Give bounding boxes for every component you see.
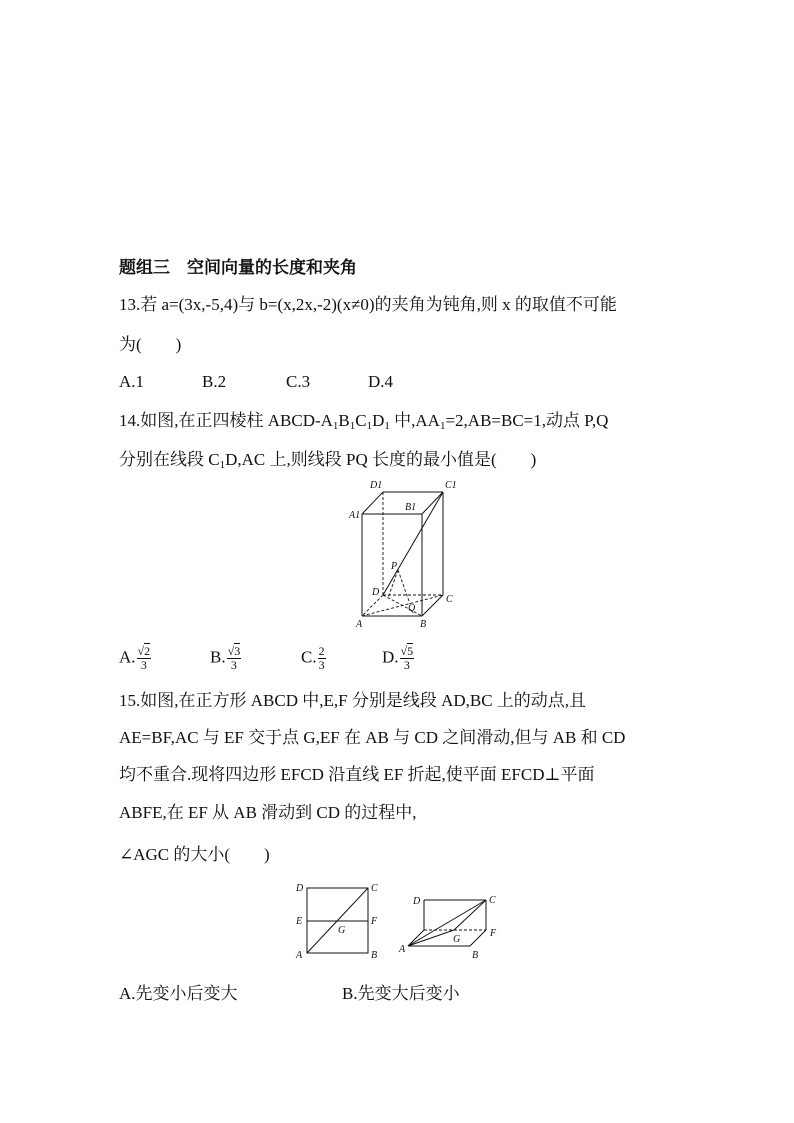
q13-line2: 为( ) <box>119 335 182 354</box>
prism-figure <box>340 474 460 630</box>
q14-option-d-letter: D. <box>382 647 399 667</box>
label-c1: C1 <box>445 480 457 491</box>
q15-line1: 15.如图,在正方形 ABCD 中,E,F 分别是线段 AD,BC 上的动点,且 <box>119 691 587 710</box>
fraction <box>318 645 326 672</box>
q14-option-c-letter: C. <box>301 647 317 667</box>
q14-subscript: 1 <box>219 459 226 471</box>
fig1-label-f: F <box>371 916 378 927</box>
label-c: C <box>446 594 453 605</box>
fig1-label-d: D <box>296 883 304 894</box>
label-a1: A1 <box>349 510 361 521</box>
q13-option-d: D.4 <box>368 372 394 391</box>
q14-option-d <box>382 645 414 672</box>
q14-subscript: 1 <box>349 420 356 432</box>
q14-text: 中,AA <box>389 411 440 430</box>
fraction-numerator: 2 <box>318 644 325 658</box>
fraction-denominator: 3 <box>318 658 325 672</box>
q14-subscript: 1 <box>439 420 446 432</box>
q14-text: B <box>338 411 350 430</box>
folded-figure <box>394 886 506 962</box>
q14-option-c <box>301 645 326 672</box>
fraction-numerator <box>137 645 152 659</box>
q14-text: 14.如图,在正四棱柱 ABCD-A <box>119 411 333 430</box>
section-title: 题组三 空间向量的长度和夹角 <box>119 258 357 277</box>
fraction-denominator: 3 <box>403 658 410 672</box>
q14-line2 <box>119 449 536 471</box>
sqrt-icon: √ <box>137 644 145 658</box>
fraction <box>227 645 242 672</box>
label-d: D <box>372 587 380 598</box>
q14-option-b-letter: B. <box>210 647 226 667</box>
fraction-denominator: 3 <box>140 658 147 672</box>
q15-option-a: A.先变小后变大 <box>119 984 238 1003</box>
fraction-denominator: 3 <box>230 658 237 672</box>
fig2-label-b: B <box>472 950 479 961</box>
fraction <box>400 645 415 672</box>
label-p: P <box>391 561 398 572</box>
fig1-label-a: A <box>296 950 303 961</box>
fraction-numerator <box>227 645 242 659</box>
fraction <box>137 645 152 672</box>
label-b1: B1 <box>405 502 417 513</box>
q15-line3: 均不重合.现将四边形 EFCD 沿直线 EF 折起,使平面 EFCD⊥平面 <box>119 765 595 784</box>
label-q: Q <box>408 603 416 614</box>
q15-line4: ABFE,在 EF 从 AB 滑动到 CD 的过程中, <box>119 803 417 822</box>
q13-option-c: C.3 <box>286 372 311 391</box>
fig1-label-b: B <box>371 950 378 961</box>
radicand: 5 <box>407 644 414 658</box>
q14-option-a <box>119 645 151 672</box>
q14-text: 分别在线段 C <box>119 450 220 469</box>
q14-option-a-letter: A. <box>119 647 136 667</box>
q14-subscript: 1 <box>332 420 339 432</box>
q13-option-b: B.2 <box>202 372 227 391</box>
q15-option-b: B.先变大后变小 <box>342 984 460 1003</box>
q13-option-a: A.1 <box>119 372 145 391</box>
radicand: 2 <box>144 644 151 658</box>
sqrt-icon: √ <box>227 644 235 658</box>
q14-subscript: 1 <box>384 420 390 432</box>
fig2-label-c: C <box>489 895 496 906</box>
fig1-label-e: E <box>296 916 303 927</box>
fig2-label-g: G <box>453 934 461 945</box>
q14-text: =2,AB=BC=1,动点 P,Q <box>445 411 609 430</box>
sqrt-icon: √ <box>400 644 408 658</box>
square-figure <box>290 878 386 964</box>
q15-line2: AE=BF,AC 与 EF 交于点 G,EF 在 AB 与 CD 之间滑动,但与 AB 和 CD <box>119 728 626 747</box>
radicand: 3 <box>234 644 241 658</box>
label-a: A <box>356 619 363 630</box>
fig2-label-d: D <box>413 896 421 907</box>
fraction-numerator <box>400 645 415 659</box>
q14-text: C <box>355 411 367 430</box>
q14-subscript: 1 <box>366 420 373 432</box>
label-d1: D1 <box>370 480 383 491</box>
fig2-label-a: A <box>399 944 406 955</box>
q13-line1: 13.若 a=(3x,-5,4)与 b=(x,2x,-2)(x≠0)的夹角为钝角,则 x 的取值不可能 <box>119 295 617 314</box>
fig1-label-g: G <box>338 925 346 936</box>
q15-line5: ∠AGC 的大小( ) <box>119 845 270 864</box>
q14-text: D,AC 上,则线段 PQ 长度的最小值是( ) <box>225 450 537 469</box>
label-b: B <box>420 619 427 630</box>
fig1-label-c: C <box>371 883 378 894</box>
q14-text: D <box>372 411 385 430</box>
fig2-label-f: F <box>490 928 497 939</box>
q14-line1 <box>119 410 608 432</box>
q14-option-b <box>210 645 241 672</box>
